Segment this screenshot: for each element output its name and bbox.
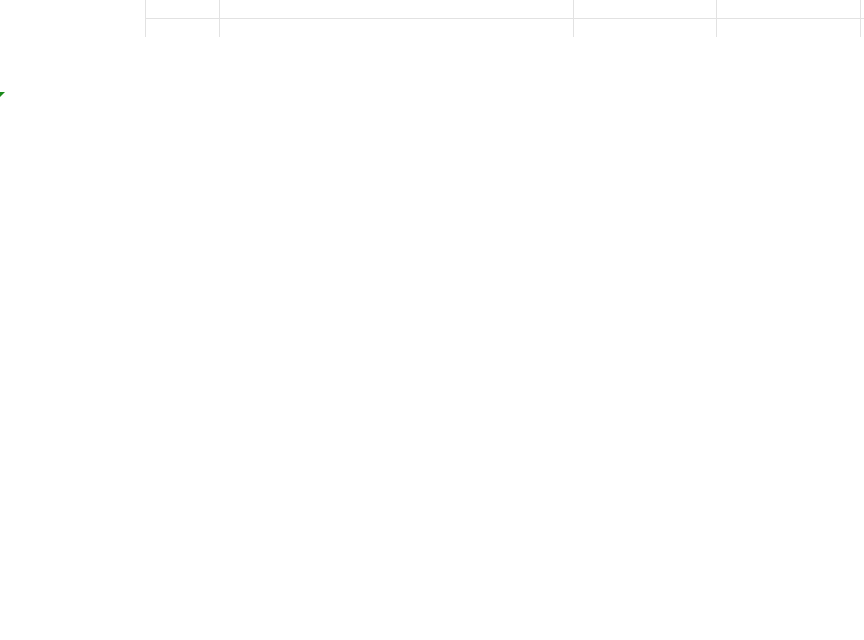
cell-comment-marker [0,92,5,97]
